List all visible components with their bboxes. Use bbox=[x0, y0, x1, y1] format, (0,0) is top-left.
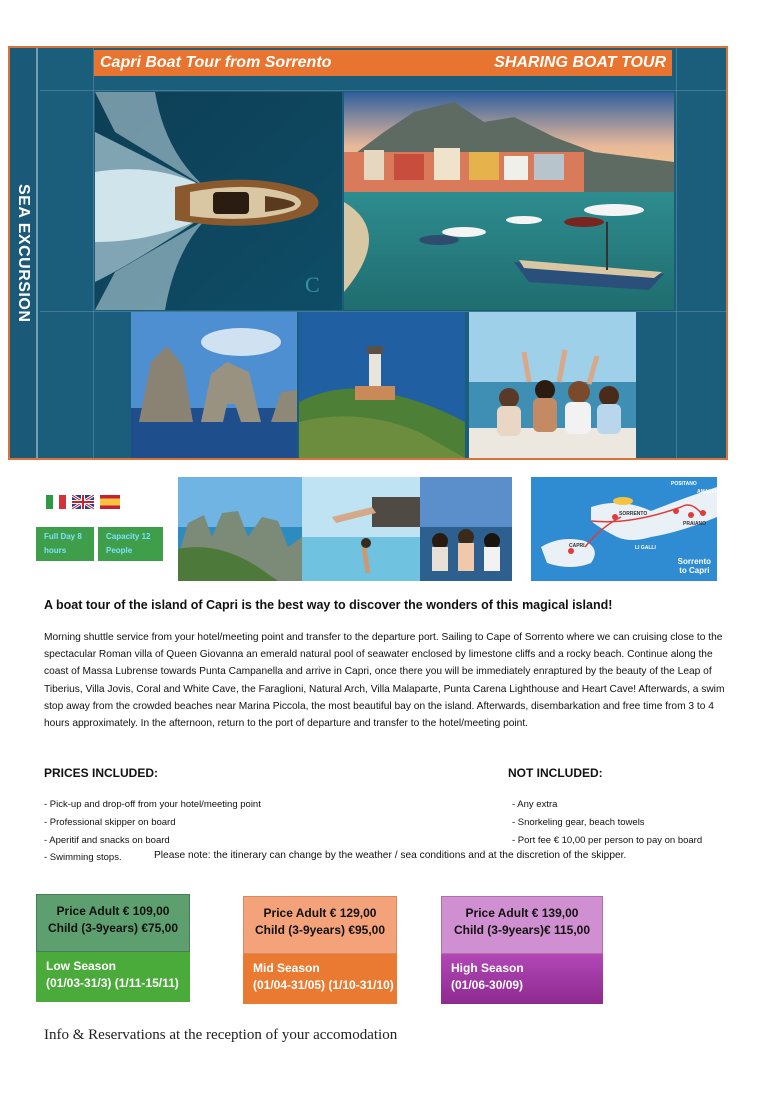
itinerary-note: Please note: the itinerary can change by the weather / sea conditions and at the discretion of the skipper. bbox=[154, 850, 627, 861]
photo-friends-on-boat bbox=[469, 312, 636, 458]
capacity-badge: Capacity 12 People bbox=[98, 527, 163, 561]
list-item: - Snorkeling gear, beach towels bbox=[512, 816, 645, 828]
italian-flag-icon bbox=[46, 495, 66, 509]
side-label: SEA EXCURSION bbox=[15, 183, 32, 323]
map-label: Sorrento to Capri bbox=[677, 557, 711, 575]
photo-faraglioni bbox=[131, 312, 297, 458]
price-card-header: Price Adult € 139,00 Child (3-9years)€ 115,00 bbox=[441, 896, 603, 954]
photo-marina bbox=[344, 92, 674, 310]
map-place-sorrento: SORRENTO bbox=[619, 511, 648, 517]
not-included-list bbox=[512, 796, 702, 849]
map-place-praiano: PRAIANO bbox=[683, 521, 707, 527]
route-map bbox=[531, 477, 717, 581]
grid-line bbox=[40, 90, 726, 91]
spanish-flag-icon bbox=[100, 495, 120, 509]
poster-title-bar bbox=[94, 50, 672, 76]
season-label: Mid Season (01/04-31/05) (1/10-31/10) bbox=[243, 954, 397, 1004]
included-title: PRICES INCLUDED: bbox=[44, 766, 159, 780]
photo-speedboat bbox=[95, 92, 342, 310]
map-place-capri: CAPRI bbox=[569, 543, 585, 549]
duration-badge: Full Day 8 hours bbox=[36, 527, 94, 561]
poster-subtitle: SHARING BOAT TOUR bbox=[494, 54, 666, 71]
side-strip bbox=[10, 48, 38, 458]
poster-title: Capri Boat Tour from Sorrento bbox=[100, 54, 332, 71]
photo-cliff-jump bbox=[302, 477, 420, 581]
list-item: - Pick-up and drop-off from your hotel/meeting point bbox=[44, 799, 261, 810]
price-card-header: Price Adult € 109,00 Child (3-9years) €75,00 bbox=[36, 894, 190, 952]
uk-flag-icon bbox=[72, 495, 92, 509]
grid-line bbox=[676, 48, 677, 458]
price-card-mid bbox=[243, 896, 397, 1004]
description-paragraph: Morning shuttle service from your hotel/meeting point and transfer to the departure port. Sailing to Cape of Sorrento where we can cruising close to the spectacular Roman villa of Queen Giovanna an emerald natural pool of seawater enclosed by limestone cliffs and a rocky beach. Continue along the coast of Massa Lubrense towards Punta Campanella and arrive in Capri, once there you will be immediately enraptured by the beauty of the Leap of Tiberius, Villa Jovis, Coral and White Cave, the Faraglioni, Natural Arch, Villa Malaparte, Punta Carena Lighthouse and Heart Cave! Afterwards, a swim stop away from the crowded beaches near Marina Piccola, the most beautiful bay on the island. Afterwards, disembarkation and free time from 3 to 4 hours approximately. In the afternoon, return to the port of departure and transfer to the hotel/meeting point. bbox=[44, 632, 725, 730]
map-place-li-galli: LI GALLI bbox=[635, 545, 656, 551]
list-item: - Port fee € 10,00 per person to pay on board bbox=[512, 834, 703, 846]
map-place-amalfi: AMALFI bbox=[697, 489, 716, 495]
price-card-high bbox=[441, 896, 603, 1004]
list-item: - Any extra bbox=[512, 799, 558, 810]
map-place-positano: POSITANO bbox=[671, 481, 697, 487]
not-included-title: NOT INCLUDED: bbox=[508, 766, 603, 780]
list-item: - Professional skipper on board bbox=[44, 816, 176, 828]
footer-info: Info & Reservations at the reception of your accomodation bbox=[44, 1027, 398, 1043]
photo-group-on-boat bbox=[420, 477, 512, 581]
list-item: - Swimming stops. bbox=[44, 852, 122, 864]
season-label: High Season (01/06-30/09) bbox=[441, 954, 603, 1004]
season-label: Low Season (01/03-31/3) (1/11-15/11) bbox=[36, 952, 190, 1002]
photo-lighthouse bbox=[299, 312, 465, 458]
price-card-header: Price Adult € 129,00 Child (3-9years) €95,00 bbox=[243, 896, 397, 954]
grid-line bbox=[93, 48, 94, 458]
svg-text:C: C bbox=[305, 272, 320, 297]
list-item: - Aperitif and snacks on board bbox=[44, 834, 170, 846]
headline: A boat tour of the island of Capri is the best way to discover the wonders of this magical island! bbox=[44, 598, 613, 612]
price-card-low bbox=[36, 894, 190, 1002]
photo-capri-coast bbox=[178, 477, 302, 581]
